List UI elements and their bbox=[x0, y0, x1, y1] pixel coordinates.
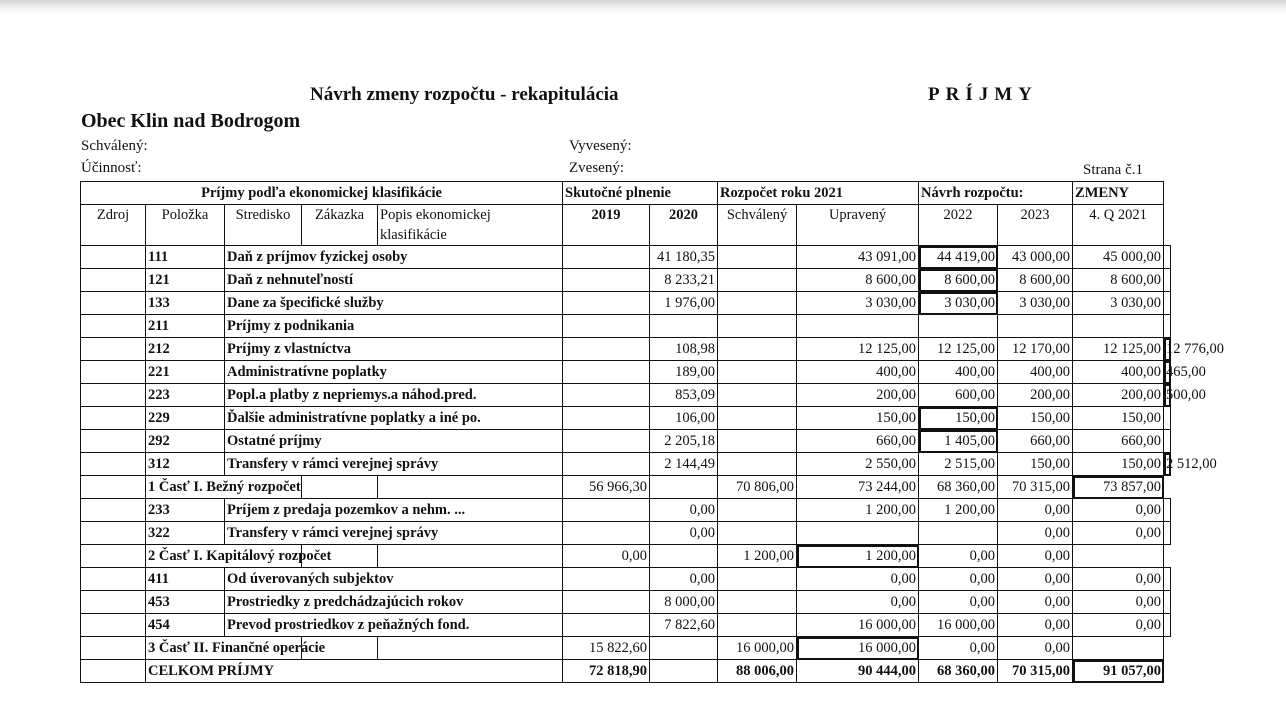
value-2020 bbox=[650, 545, 718, 568]
col-zdroj: Zdroj bbox=[81, 205, 146, 246]
value-adjusted: 1 405,00 bbox=[919, 430, 998, 453]
zdroj-cell bbox=[81, 614, 146, 637]
subtotal-row bbox=[81, 637, 1171, 660]
value-change bbox=[1073, 637, 1164, 660]
value-2023 bbox=[1073, 315, 1164, 338]
value-2022: 3 030,00 bbox=[998, 292, 1073, 315]
value-change: 12 776,00 bbox=[1164, 338, 1171, 361]
value-2023: 400,00 bbox=[1073, 361, 1164, 384]
item-description: Daň z nehnuteľností bbox=[225, 269, 563, 292]
removed-label: Zvesený: bbox=[569, 160, 624, 176]
value-2020 bbox=[718, 361, 797, 384]
value-2023: 8 600,00 bbox=[1073, 269, 1164, 292]
subtotal-row bbox=[81, 660, 1171, 683]
value-2020 bbox=[718, 430, 797, 453]
zdroj-cell bbox=[81, 568, 146, 591]
value-change bbox=[1164, 246, 1171, 269]
item-code: 121 bbox=[146, 269, 225, 292]
value-2023: 0,00 bbox=[1073, 591, 1164, 614]
group-header-row bbox=[81, 182, 1171, 205]
value-2020 bbox=[650, 476, 718, 499]
col-2020: 2020 bbox=[650, 205, 718, 246]
item-code: 223 bbox=[146, 384, 225, 407]
value-approved: 16 000,00 bbox=[718, 637, 797, 660]
desc-cell bbox=[563, 407, 650, 430]
zdroj-cell bbox=[81, 269, 146, 292]
desc-cell bbox=[563, 453, 650, 476]
col-stredisko: Stredisko bbox=[225, 205, 302, 246]
value-adjusted: 44 419,00 bbox=[919, 246, 998, 269]
value-2019: 106,00 bbox=[650, 407, 718, 430]
value-approved: 400,00 bbox=[797, 361, 919, 384]
item-description: Ďalšie administratívne poplatky a iné po. bbox=[225, 407, 563, 430]
value-change bbox=[1164, 522, 1171, 545]
col-schvaleny: Schválený bbox=[718, 205, 797, 246]
document-title: Návrh zmeny rozpočtu - rekapitulácia bbox=[310, 84, 619, 105]
item-code: 212 bbox=[146, 338, 225, 361]
subtotal-row bbox=[81, 476, 1171, 499]
zdroj-cell bbox=[81, 361, 146, 384]
value-2023: 0,00 bbox=[1073, 614, 1164, 637]
value-approved: 43 091,00 bbox=[797, 246, 919, 269]
value-adjusted bbox=[919, 315, 998, 338]
value-adjusted: 12 125,00 bbox=[919, 338, 998, 361]
table-row bbox=[81, 407, 1171, 430]
value-2020 bbox=[718, 292, 797, 315]
desc-cell bbox=[378, 637, 563, 660]
value-2020 bbox=[718, 269, 797, 292]
value-2023: 12 125,00 bbox=[1073, 338, 1164, 361]
value-2019: 189,00 bbox=[650, 361, 718, 384]
classification-header: Príjmy podľa ekonomickej klasifikácie bbox=[81, 182, 563, 205]
value-2023: 0,00 bbox=[998, 637, 1073, 660]
item-description: Popl.a platby z nepriemys.a náhod.pred. bbox=[225, 384, 563, 407]
value-change bbox=[1164, 499, 1171, 522]
value-2022: 0,00 bbox=[919, 545, 998, 568]
value-2020 bbox=[718, 522, 797, 545]
zdroj-cell bbox=[81, 522, 146, 545]
value-2022: 0,00 bbox=[998, 522, 1073, 545]
value-2020 bbox=[650, 637, 718, 660]
value-adjusted: 90 444,00 bbox=[797, 660, 919, 683]
value-change: 73 857,00 bbox=[1073, 476, 1164, 499]
value-adjusted: 16 000,00 bbox=[797, 637, 919, 660]
value-adjusted: 600,00 bbox=[919, 384, 998, 407]
value-approved: 0,00 bbox=[797, 591, 919, 614]
desc-cell bbox=[563, 568, 650, 591]
desc-cell bbox=[563, 246, 650, 269]
subtotal-label: 2 Časť I. Kapitálový rozpočet bbox=[146, 545, 302, 568]
value-change bbox=[1164, 292, 1171, 315]
item-description: Príjem z predaja pozemkov a nehm. ... bbox=[225, 499, 563, 522]
value-approved: 88 006,00 bbox=[718, 660, 797, 683]
subtotal-label: 1 Časť I. Bežný rozpočet bbox=[146, 476, 302, 499]
zdroj-cell bbox=[81, 292, 146, 315]
table-row bbox=[81, 430, 1171, 453]
value-adjusted: 1 200,00 bbox=[797, 545, 919, 568]
changes-header: ZMENY bbox=[1073, 182, 1164, 205]
zdroj-cell bbox=[81, 591, 146, 614]
value-2019: 72 818,90 bbox=[563, 660, 650, 683]
value-approved: 660,00 bbox=[797, 430, 919, 453]
item-description: Prevod prostriedkov z peňažných fond. bbox=[225, 614, 563, 637]
zdroj-cell bbox=[81, 338, 146, 361]
value-2023: 0,00 bbox=[1073, 499, 1164, 522]
zdroj-cell bbox=[81, 476, 146, 499]
table-row bbox=[81, 269, 1171, 292]
value-2022: 0,00 bbox=[998, 591, 1073, 614]
value-2020 bbox=[718, 453, 797, 476]
desc-cell bbox=[563, 292, 650, 315]
zdroj-cell bbox=[81, 246, 146, 269]
value-adjusted: 8 600,00 bbox=[919, 269, 998, 292]
desc-cell bbox=[563, 614, 650, 637]
value-2022: 0,00 bbox=[998, 614, 1073, 637]
value-change bbox=[1164, 568, 1171, 591]
zdroj-cell bbox=[81, 453, 146, 476]
zdroj-cell bbox=[81, 430, 146, 453]
item-code: 211 bbox=[146, 315, 225, 338]
table-body bbox=[81, 246, 1225, 683]
value-2020 bbox=[718, 315, 797, 338]
value-adjusted: 16 000,00 bbox=[919, 614, 998, 637]
value-approved: 200,00 bbox=[797, 384, 919, 407]
posted-label: Vyvesený: bbox=[569, 138, 632, 154]
value-adjusted: 3 030,00 bbox=[919, 292, 998, 315]
item-description: Dane za špecifické služby bbox=[225, 292, 563, 315]
value-change bbox=[1073, 545, 1164, 568]
value-change bbox=[1164, 430, 1171, 453]
value-2022: 400,00 bbox=[998, 361, 1073, 384]
value-2020 bbox=[718, 499, 797, 522]
approved-label: Schválený: bbox=[81, 138, 148, 154]
item-description: Príjmy z vlastníctva bbox=[225, 338, 563, 361]
page-number: Strana č.1 bbox=[1083, 162, 1143, 178]
desc-cell bbox=[563, 384, 650, 407]
desc-cell bbox=[563, 361, 650, 384]
value-approved: 70 806,00 bbox=[718, 476, 797, 499]
item-description: Daň z príjmov fyzickej osoby bbox=[225, 246, 563, 269]
proposal-header: Návrh rozpočtu: bbox=[919, 182, 1073, 205]
value-2020 bbox=[718, 246, 797, 269]
item-description: Prostriedky z predchádzajúcich rokov bbox=[225, 591, 563, 614]
zakazka-cell bbox=[302, 476, 378, 499]
value-2022: 68 360,00 bbox=[919, 476, 998, 499]
value-approved: 16 000,00 bbox=[797, 614, 919, 637]
item-code: 292 bbox=[146, 430, 225, 453]
zdroj-cell bbox=[81, 499, 146, 522]
value-adjusted: 73 244,00 bbox=[797, 476, 919, 499]
value-approved: 150,00 bbox=[797, 407, 919, 430]
item-code: 133 bbox=[146, 292, 225, 315]
value-2023: 0,00 bbox=[998, 545, 1073, 568]
value-2019: 7 822,60 bbox=[650, 614, 718, 637]
col-zakazka: Zákazka bbox=[302, 205, 378, 246]
value-2020 bbox=[718, 338, 797, 361]
value-2023: 0,00 bbox=[1073, 522, 1164, 545]
value-approved bbox=[797, 315, 919, 338]
table-row bbox=[81, 522, 1171, 545]
value-2022: 12 170,00 bbox=[998, 338, 1073, 361]
value-adjusted: 1 200,00 bbox=[919, 499, 998, 522]
value-2023: 45 000,00 bbox=[1073, 246, 1164, 269]
value-2019 bbox=[650, 315, 718, 338]
value-approved: 1 200,00 bbox=[797, 499, 919, 522]
value-2020 bbox=[718, 407, 797, 430]
subtotal-row bbox=[81, 545, 1171, 568]
value-2019: 15 822,60 bbox=[563, 637, 650, 660]
value-approved: 0,00 bbox=[797, 568, 919, 591]
table-row bbox=[81, 591, 1171, 614]
value-2020 bbox=[718, 614, 797, 637]
col-popis: Popis ekonomickej klasifikácie bbox=[378, 205, 563, 246]
value-2020 bbox=[718, 568, 797, 591]
item-code: 229 bbox=[146, 407, 225, 430]
zdroj-cell bbox=[81, 384, 146, 407]
table-row bbox=[81, 315, 1171, 338]
value-2019: 56 966,30 bbox=[563, 476, 650, 499]
value-adjusted: 0,00 bbox=[919, 568, 998, 591]
municipality-name: Obec Klin nad Bodrogom bbox=[81, 110, 301, 132]
value-2022: 68 360,00 bbox=[919, 660, 998, 683]
value-approved: 1 200,00 bbox=[718, 545, 797, 568]
desc-cell bbox=[563, 338, 650, 361]
value-2023: 70 315,00 bbox=[998, 476, 1073, 499]
value-2023: 200,00 bbox=[1073, 384, 1164, 407]
table-row bbox=[81, 614, 1171, 637]
desc-cell bbox=[563, 315, 650, 338]
value-2019: 0,00 bbox=[563, 545, 650, 568]
value-adjusted: 400,00 bbox=[919, 361, 998, 384]
col-2023: 2023 bbox=[998, 205, 1073, 246]
item-description: Ostatné príjmy bbox=[225, 430, 563, 453]
desc-cell bbox=[563, 269, 650, 292]
zdroj-cell bbox=[81, 545, 146, 568]
desc-cell bbox=[378, 476, 563, 499]
value-2022: 660,00 bbox=[998, 430, 1073, 453]
table-row bbox=[81, 292, 1171, 315]
value-2022: 0,00 bbox=[998, 499, 1073, 522]
value-approved: 12 125,00 bbox=[797, 338, 919, 361]
item-code: 411 bbox=[146, 568, 225, 591]
item-code: 453 bbox=[146, 591, 225, 614]
value-2019: 108,98 bbox=[650, 338, 718, 361]
value-2019: 1 976,00 bbox=[650, 292, 718, 315]
value-2022: 150,00 bbox=[998, 453, 1073, 476]
value-2020 bbox=[718, 591, 797, 614]
value-2019: 2 205,18 bbox=[650, 430, 718, 453]
desc-cell bbox=[563, 522, 650, 545]
value-2022: 0,00 bbox=[998, 568, 1073, 591]
scan-edge bbox=[0, 0, 1286, 14]
item-code: 233 bbox=[146, 499, 225, 522]
value-2022: 200,00 bbox=[998, 384, 1073, 407]
value-change bbox=[1164, 407, 1171, 430]
item-code: 322 bbox=[146, 522, 225, 545]
col-q2021: 4. Q 2021 bbox=[1073, 205, 1164, 246]
value-adjusted: 2 515,00 bbox=[919, 453, 998, 476]
value-2019: 2 144,49 bbox=[650, 453, 718, 476]
zdroj-cell bbox=[81, 315, 146, 338]
subtotal-label: 3 Časť II. Finančné operácie bbox=[146, 637, 302, 660]
value-change: 91 057,00 bbox=[1073, 660, 1164, 683]
table-row bbox=[81, 499, 1171, 522]
actual-header: Skutočné plnenie bbox=[563, 182, 718, 205]
item-description: Transfery v rámci verejnej správy bbox=[225, 522, 563, 545]
desc-cell bbox=[563, 499, 650, 522]
value-2019: 0,00 bbox=[650, 499, 718, 522]
value-2023: 660,00 bbox=[1073, 430, 1164, 453]
table-row bbox=[81, 361, 1171, 384]
zdroj-cell bbox=[81, 637, 146, 660]
value-2023: 150,00 bbox=[1073, 453, 1164, 476]
desc-cell bbox=[378, 545, 563, 568]
value-2019: 0,00 bbox=[650, 568, 718, 591]
table-row bbox=[81, 384, 1171, 407]
value-2019: 8 000,00 bbox=[650, 591, 718, 614]
col-upraveny: Upravený bbox=[797, 205, 919, 246]
budget-header: Rozpočet roku 2021 bbox=[718, 182, 919, 205]
value-change: 465,00 bbox=[1164, 361, 1171, 384]
item-description: Transfery v rámci verejnej správy bbox=[225, 453, 563, 476]
value-approved: 3 030,00 bbox=[797, 292, 919, 315]
value-2022 bbox=[998, 315, 1073, 338]
effective-label: Účinnosť: bbox=[81, 160, 142, 176]
value-change bbox=[1164, 269, 1171, 292]
value-adjusted: 150,00 bbox=[919, 407, 998, 430]
item-description: Od úverovaných subjektov bbox=[225, 568, 563, 591]
section-heading: PRÍJMY bbox=[928, 84, 1038, 105]
value-2023: 150,00 bbox=[1073, 407, 1164, 430]
table-row bbox=[81, 453, 1171, 476]
item-description: Administratívne poplatky bbox=[225, 361, 563, 384]
table-row bbox=[81, 568, 1171, 591]
item-code: 454 bbox=[146, 614, 225, 637]
value-2022: 0,00 bbox=[919, 637, 998, 660]
zdroj-cell bbox=[81, 407, 146, 430]
value-2023: 70 315,00 bbox=[998, 660, 1073, 683]
desc-cell bbox=[563, 430, 650, 453]
value-change bbox=[1164, 614, 1171, 637]
value-approved: 8 600,00 bbox=[797, 269, 919, 292]
zdroj-cell bbox=[81, 660, 146, 683]
value-2019: 8 233,21 bbox=[650, 269, 718, 292]
value-adjusted bbox=[919, 522, 998, 545]
value-2020 bbox=[650, 660, 718, 683]
value-2019: 853,09 bbox=[650, 384, 718, 407]
item-code: 221 bbox=[146, 361, 225, 384]
value-adjusted: 0,00 bbox=[919, 591, 998, 614]
col-2019: 2019 bbox=[563, 205, 650, 246]
value-change: 500,00 bbox=[1164, 384, 1171, 407]
value-2022: 150,00 bbox=[998, 407, 1073, 430]
value-2023: 3 030,00 bbox=[1073, 292, 1164, 315]
recap-table bbox=[80, 181, 1225, 683]
value-change bbox=[1164, 315, 1171, 338]
value-2022: 43 000,00 bbox=[998, 246, 1073, 269]
item-description: Príjmy z podnikania bbox=[225, 315, 563, 338]
value-2022: 8 600,00 bbox=[998, 269, 1073, 292]
item-code: 312 bbox=[146, 453, 225, 476]
column-header-row bbox=[81, 205, 1171, 246]
table-row bbox=[81, 246, 1171, 269]
value-approved bbox=[797, 522, 919, 545]
value-approved: 2 550,00 bbox=[797, 453, 919, 476]
value-2020 bbox=[718, 384, 797, 407]
value-change: 2 512,00 bbox=[1164, 453, 1171, 476]
value-2019: 0,00 bbox=[650, 522, 718, 545]
subtotal-label: CELKOM PRÍJMY bbox=[146, 660, 563, 683]
col-polozka: Položka bbox=[146, 205, 225, 246]
desc-cell bbox=[563, 591, 650, 614]
item-code: 111 bbox=[146, 246, 225, 269]
value-2019: 41 180,35 bbox=[650, 246, 718, 269]
col-2022: 2022 bbox=[919, 205, 998, 246]
value-2023: 0,00 bbox=[1073, 568, 1164, 591]
table-row bbox=[81, 338, 1171, 361]
value-change bbox=[1164, 591, 1171, 614]
